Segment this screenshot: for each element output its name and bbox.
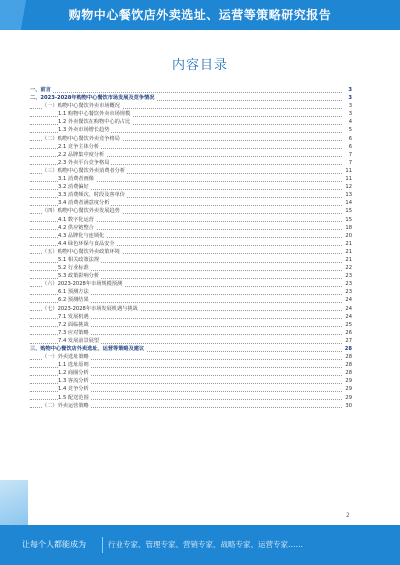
toc-entry-page: 28 [344,346,352,352]
toc-entry-page: 15 [345,216,352,223]
toc-entry-page: 13 [345,192,352,199]
toc-entry[interactable] [30,385,352,393]
toc-entry[interactable] [30,135,352,143]
toc-entry-page: 5 [348,127,352,134]
toc-entry-label: 3.4 消费者满意度分析 [58,200,110,207]
toc-entry[interactable] [30,151,352,159]
toc-entry[interactable] [30,329,352,337]
toc-entry-label: （二）购物中心餐饮外卖竞争格局 [42,135,120,142]
toc-entry[interactable] [30,321,352,329]
toc-entry[interactable] [30,240,352,248]
page-number: 2 [346,512,350,519]
toc-entry-page: 21 [345,248,352,255]
toc-entry[interactable] [30,167,352,175]
toc-entry-page: 29 [345,386,352,393]
toc-entry[interactable] [30,402,352,410]
toc-entry-label: （三）购物中心餐饮外卖消费者分析 [42,167,126,174]
toc-entry[interactable] [30,256,352,264]
toc-heading: 内容目录 [171,58,228,73]
toc-entry-page: 24 [345,305,352,312]
toc-entry-page: 6 [348,135,352,142]
toc-entry[interactable] [30,305,352,313]
toc-entry-label: 3.1 消费者画像 [58,176,94,183]
toc-entry[interactable] [30,143,352,151]
toc-entry[interactable] [30,353,352,361]
toc-entry-page: 11 [345,167,352,174]
toc-entry-label: 二、2023-2028年购物中心餐饮市场发展及竞争情况 [30,95,155,102]
toc-entry-label: 4.3 品牌化与连锁化 [58,232,105,239]
toc-entry[interactable] [30,102,352,110]
toc-entry-label: 7.4 发展前景展望 [58,337,100,344]
toc-entry-page: 23 [345,289,352,296]
toc-entry[interactable] [30,118,352,126]
toc-entry-page: 3 [348,111,352,118]
toc-entry-page: 24 [345,313,352,320]
toc-entry-label: 1.5 配送范围 [58,394,89,401]
toc-entry-page: 4 [348,119,352,126]
toc-entry-page: 11 [345,176,352,183]
table-of-contents [30,86,352,410]
toc-entry[interactable] [30,248,352,256]
toc-entry[interactable] [30,337,352,345]
toc-entry-label: （一）外卖选址策略 [42,354,89,361]
toc-entry-label: 1.2 外卖餐饮在购物中心的占比 [58,119,131,126]
decorative-corner [0,480,28,525]
toc-entry-label: 4.2 供应链整合 [58,224,94,231]
toc-entry-label: 1.2 商圈分析 [58,370,89,377]
toc-entry[interactable] [30,199,352,207]
toc-entry-page: 28 [345,354,352,361]
toc-entry-page: 7 [348,151,352,158]
toc-entry-page: 3 [348,103,352,110]
toc-entry-page: 3 [348,87,352,93]
toc-entry-label: 5.1 相关政策法规 [58,256,100,263]
toc-entry-page: 29 [345,378,352,385]
footer-banner [0,525,400,565]
header-banner [0,0,400,30]
toc-entry-page: 6 [348,143,352,150]
toc-entry-page: 22 [345,265,352,272]
toc-entry-page: 26 [345,329,352,336]
toc-entry[interactable] [30,94,352,102]
toc-entry-page: 18 [345,224,352,231]
toc-entry-label: 1.1 购物中心餐饮外卖市场规模 [58,111,131,118]
toc-entry-label: 6.1 预测方法 [58,289,89,296]
toc-entry-page: 27 [345,337,352,344]
toc-entry[interactable] [30,207,352,215]
toc-entry[interactable] [30,191,352,199]
toc-entry-label: 7.2 面临挑战 [58,321,89,328]
toc-entry-page: 24 [345,297,352,304]
toc-entry[interactable] [30,280,352,288]
toc-entry-label: 6.2 预测结果 [58,297,89,304]
toc-entry-label: 2.3 外卖平台竞争格局 [58,159,110,166]
toc-entry-label: 4.1 数字化运营 [58,216,94,223]
toc-entry-page: 21 [345,256,352,263]
toc-entry-page: 25 [345,321,352,328]
toc-entry[interactable] [30,369,352,377]
toc-entry-page: 28 [345,362,352,369]
toc-entry-label: 一、前言 [30,87,51,93]
toc-entry-label: 5.2 行业标准 [58,265,89,272]
toc-entry[interactable] [30,288,352,296]
toc-entry-label: （二）外卖运营策略 [42,402,89,409]
toc-entry-page: 15 [345,208,352,215]
toc-entry[interactable] [30,110,352,118]
toc-entry-page: 20 [345,232,352,239]
toc-entry[interactable] [30,183,352,191]
toc-entry-page: 30 [345,402,352,409]
toc-entry[interactable] [30,224,352,232]
toc-entry-label: 3.2 消费偏好 [58,184,89,191]
toc-entry[interactable] [30,345,352,353]
toc-entry[interactable] [30,361,352,369]
toc-entry-label: 7.3 应对策略 [58,329,89,336]
toc-entry[interactable] [30,126,352,134]
footer-caption: 让每个人都能成为 [22,540,86,549]
toc-entry-label: 7.1 发展机遇 [58,313,89,320]
toc-entry-label: 三、购物中心餐饮店外卖选址、运营等策略及建议 [30,346,145,352]
toc-entry[interactable] [30,313,352,321]
toc-entry[interactable] [30,272,352,280]
toc-entry[interactable] [30,377,352,385]
toc-entry-page: 3 [348,95,352,102]
toc-entry-label: （四）购物中心餐饮外卖发展趋势 [42,208,120,215]
toc-entry-label: 2.2 品牌集中度分析 [58,151,105,158]
toc-entry-label: 5.3 政策影响分析 [58,273,100,280]
toc-entry-page: 23 [345,273,352,280]
toc-entry-page: 21 [345,240,352,247]
toc-entry-page: 12 [345,184,352,191]
toc-entry-page: 29 [345,394,352,401]
toc-entry-page: 23 [345,281,352,288]
toc-entry-label: 1.3 客流分析 [58,378,89,385]
toc-entry[interactable] [30,86,352,94]
toc-entry[interactable] [30,216,352,224]
footer-subtitle: 行业专家、管理专家、营销专家、战略专家、运营专家…… [108,540,303,549]
toc-entry-label: （七）2023-2028年市场发展机遇与挑战 [42,305,138,312]
toc-entry-label: 3.3 消费频次、时段及客单价 [58,192,125,199]
toc-entry-label: 1.1 选址原则 [58,362,89,369]
toc-entry[interactable] [30,232,352,240]
toc-entry-label: （五）购物中心餐饮外卖政策环境 [42,248,120,255]
toc-entry-page: 28 [345,370,352,377]
toc-entry-page: 14 [345,200,352,207]
toc-entry[interactable] [30,264,352,272]
toc-leader-dots [30,92,342,93]
toc-entry-label: 1.4 竞争分析 [58,386,89,393]
toc-entry-label: （六）2023-2028年市场规模预测 [42,281,123,288]
toc-entry-label: 1.3 外卖市场增长趋势 [58,127,110,134]
toc-entry-label: 2.1 竞争主体分析 [58,143,100,150]
toc-entry[interactable] [30,175,352,183]
toc-entry[interactable] [30,394,352,402]
toc-entry[interactable] [30,296,352,304]
toc-entry[interactable] [30,159,352,167]
footer-divider [102,537,103,553]
toc-entry-label: （一）购物中心餐饮外卖市场概况 [42,103,120,110]
toc-entry-label: 4.4 绿色环保与食品安全 [58,240,115,247]
toc-entry-page: 7 [348,159,352,166]
report-title: 购物中心餐饮店外卖选址、运营等策略研究报告 [68,8,332,22]
